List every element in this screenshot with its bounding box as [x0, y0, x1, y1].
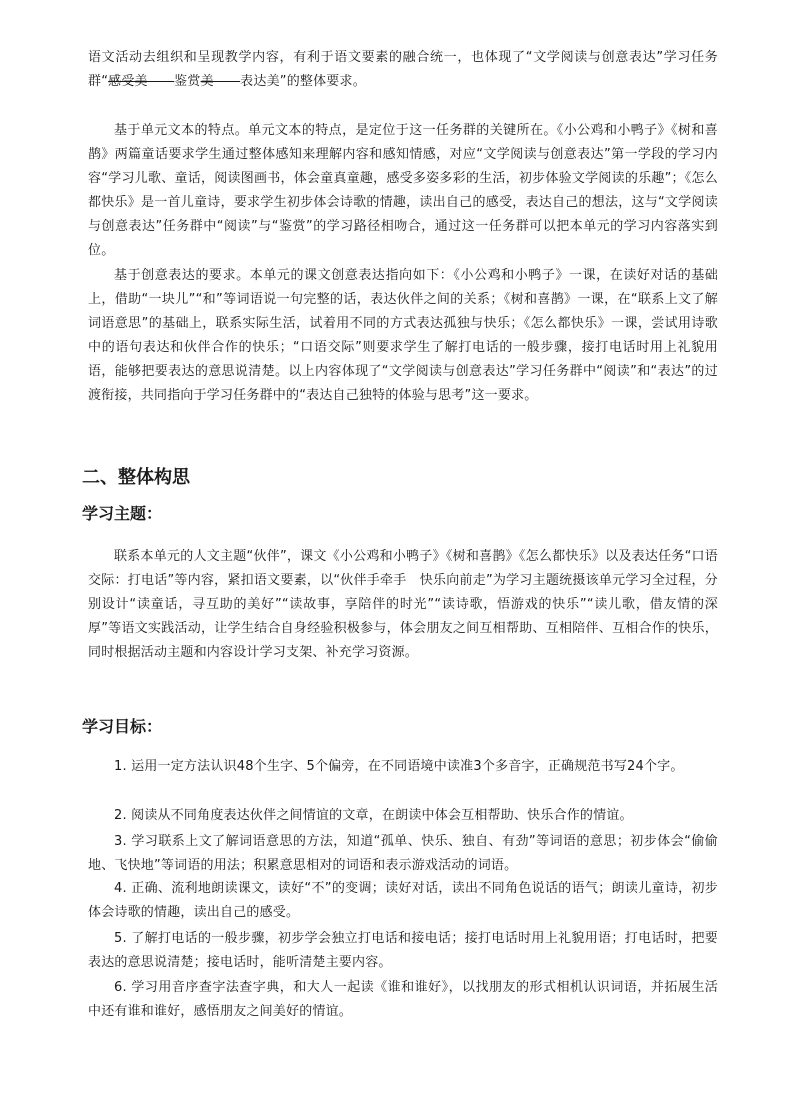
goals-heading: 学习目标：: [82, 717, 163, 736]
intro-paragraph-1: [88, 46, 718, 94]
intro-paragraph-3: 基于创意表达的要求。本单元的课文创意表达指向如下：《小公鸡和小鸭子》一课，在读好对话的基础上，借助“一块儿”“和”等词语说一句完整的话，表达伙伴之间的关系；《树和喜鹊》一课，在“联系上文了解词语意思”的基础上，联系实际生活，试着用不同的方式表达孤独与快乐；《怎么都快乐》一课，尝试用诗歌中的语句表达和伙伴合作的快乐；“口语交际”则要求学生了解打电话的一般步骤，接打电话时用上礼貌用语，能够把要表达的意思说清楚。以上内容体现了“文学阅读与创意表达”学习任务群中“阅读”和“表达”的过渡衔接，共同指向于学习任务群中的“表达自己独特的体验与思考”这一要求。: [88, 268, 718, 403]
goal-item-2: 2. 阅读从不同角度表达伙伴之间情谊的文章，在朗读中体会互相帮助、快乐合作的情谊。: [114, 808, 633, 823]
intro-p1-strike-1: 感受美——: [108, 74, 175, 89]
goal-item-5: 5. 了解打电话的一般步骤，初步学会独立打电话和接电话；接打电话时用上礼貌用语；打电话时，把要表达的意思说清楚；接电话时，能听清楚主要内容。: [88, 931, 718, 970]
goal-item-6: 6. 学习用音序查字法查字典，和大人一起读《谁和谁好》，以找朋友的形式相机认识词语，并拓展生活中还有谁和谁好，感悟朋友之间美好的情谊。: [88, 980, 718, 1019]
intro-p1-text-c: 表达美”的整体要求。: [240, 74, 366, 89]
theme-paragraph: 联系本单元的人文主题“伙伴”，课文《小公鸡和小鸭子》《树和喜鹊》《怎么都快乐》以及表达任务“口语交际：打电话”等内容，紧扣语文要素，以“伙伴手牵手 快乐向前走”为学习主题统摄该单元学习全过程，分别设计“读童话，寻互助的美好”“读故事，享陪伴的时光”“读诗歌，悟游戏的快乐”“读儿歌，借友情的深厚”等语文实践活动，让学生结合自身经验积极参与，体会朋友之间互相帮助、互相陪伴、互相合作的快乐，同时根据活动主题和内容设计学习支架、补充学习资源。: [88, 549, 718, 660]
intro-p1-text-b: 鉴赏: [174, 74, 201, 89]
intro-p1-strike-2: 美——: [200, 74, 241, 89]
section-title: 二、整体构思: [82, 467, 190, 488]
goal-item-4: 4. 正确、流利地朗读课文，读好“不”的变调；读好对话，读出不同角色说话的语气；朗读儿童诗，初步体会诗歌的情趣，读出自己的感受。: [88, 881, 718, 920]
theme-heading: 学习主题：: [82, 504, 163, 523]
intro-paragraph-2: 基于单元文本的特点。单元文本的特点，是定位于这一任务群的关键所在。《小公鸡和小鸭子》《树和喜鹊》两篇童话要求学生通过整体感知来理解内容和感知情感，对应“文学阅读与创意表达”第一学段的学习内容“学习儿歌、童话，阅读图画书，体会童真童趣，感受多姿多彩的生活，初步体验文学阅读的乐趣”；《怎么都快乐》是一首儿童诗，要求学生初步体会诗歌的情趣，读出自己的感受，表达自己的想法，这与“文学阅读与创意表达”任务群中“阅读”与“鉴赏”的学习路径相吻合，通过这一任务群可以把本单元的学习内容落实到位。: [88, 123, 718, 258]
intro-p1-text-a: 语文活动去组织和呈现教学内容，有利于语文要素的融合统一，也体现了“文学阅读与创意表达”学习任务群“: [88, 50, 718, 89]
goal-item-1: 1. 运用一定方法认识48个生字、5个偏旁，在不同语境中读准3个多音字，正确规范书写24个字。: [114, 759, 684, 774]
goal-item-3: 3. 学习联系上文了解词语意思的方法，知道“孤单、快乐、独自、有劲”等词语的意思；初步体会“偷偷地、飞快地”等词语的用法；积累意思相对的词语和表示游戏活动的词语。: [88, 834, 718, 873]
